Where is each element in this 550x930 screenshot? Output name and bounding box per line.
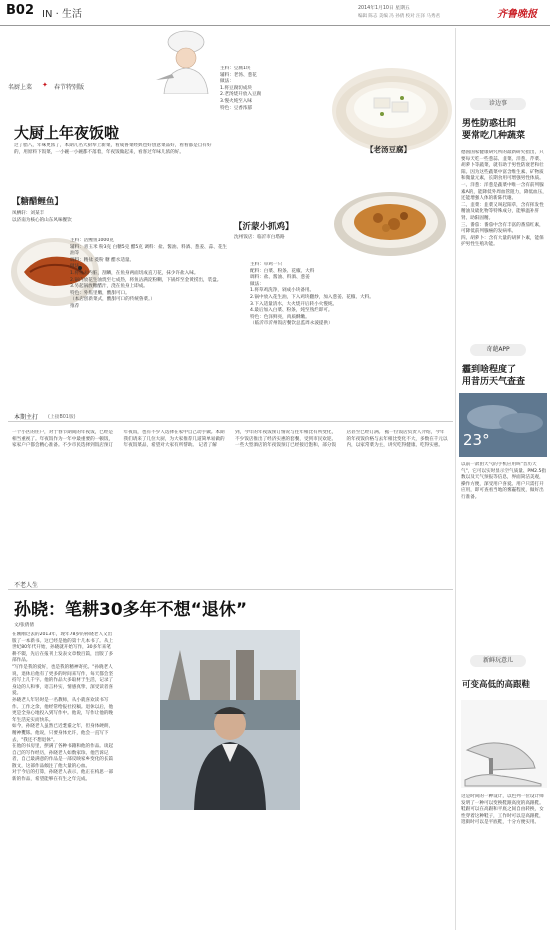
dish2-title: 【老汤豆腐】 <box>366 145 411 154</box>
dish1-chef: 凤栖轩：刘某丰 <box>12 211 45 216</box>
column-title: 本期主打 <box>14 414 39 421</box>
story-body: 在刚刚过去的2013年，现年78岁的孙晓老人又出版了一本新书。这已经是他的第十几本书了。从上世纪80年代开始，孙晓就开始写作，30多年来笔耕不辍，先后在报刊上发表文章数百篇，出版了多部作品。 "写作是我的爱好，也是我的精神寄托。"孙晓老人说，退休后他有了更多的时间来写作，每天都会坚持写上几千字。他的作品大多取材于生活，记录了身边的人和事，语言朴实，情感真挚，深受读者喜爱。 孙晓老人年轻时是一名教师，从小就喜欢读书写作。工作之余，他经常给报社投稿。退休以后，他更是全身心地投入到写作中。他说，写作让他的晚年生活充实而快乐。 如今，孙晓老人虽然已近耄耋之年，但身体硬朗，精神矍铄。他说，只要身体允许，他会一直写下去，"我还不想退休"。 在他的书房里，摆满了各种书籍和他的作品。谈起自己的写作经历，孙晓老人如数家珍。他告诉记者，自己最满意的作品是一部反映家乡变化的长篇散文，这部作品倾注了他大量的心血。 对于今后的打算，孙晓老人表示，他正在构思一部新的作品，希望能够在有生之年完成。 <box>12 632 114 783</box>
feature-headline: 大厨上年夜饭啦 <box>14 124 120 142</box>
sidebar-body-health: 德国国家健康研究所的最新研究指出，只要每天吃一些葱蒜、韭菜、洋葱、芹菜、胡萝卜等蔬菜，就有助于男性防衰老和壮阳。因为这些蔬菜中富含维生素、矿物质和微量元素，长期食用可增强男性体质。 一、洋葱：洋葱是蔬菜中唯一含有前列腺素A的，能降低外周血管阻力，降低血压，还能增强人体的新陈代谢。 二、韭菜：韭菜又叫起阳草，含有挥发性精油及硫化物等特殊成分，能够温补肝肾、助阳固精。 三、番茄：番茄中含有丰富的番茄红素，可降低前列腺癌的发病率。 四、胡萝卜：含有大量的胡萝卜素，能保护男性生殖功能。 <box>461 150 547 248</box>
column-body: 一个小区的住户，对于春节期间的年夜饭，已经是相当重视了。年夜饭作为一年中最重要的一顿饭，家家户户都会精心准备。不少市民选择到饭店预订年夜饭，也有不少人选择在家中自己动手做。本期我们请来了几位大厨，为大家推荐几道简单易做的年夜饭菜品，希望对大家有所帮助。 记者了解到，今年的年夜饭预订情况与往年相比有所变化，不少饭店推出了经济实惠的套餐，受到市民欢迎。一些大型酒店的年夜饭预订已经接近饱和，部分饭店甚至已经订满。 据一位饭店负责人介绍，今年的年夜饭价格与去年相比变化不大，多数在千元以内，以家常菜为主，讲究吃得健康、吃得实惠。 <box>12 430 448 449</box>
star-icon: ✦ <box>42 81 48 89</box>
dish2-box <box>220 66 330 172</box>
masthead-logo: 齐鲁晚报 <box>497 9 537 20</box>
dish3-photo <box>330 180 450 260</box>
heel-shoe-image <box>461 700 547 788</box>
dish1-sub: 以济南为核心的山东风味餐饮 <box>12 218 72 223</box>
feature-tag-bar <box>8 80 208 92</box>
sidebar-tag-app: 奇葩APP <box>470 344 526 356</box>
date-line: 2014年1月10日 星期五 <box>358 6 410 11</box>
dish3-sub: 沈州饭店：临沂市白塔路 <box>234 235 285 240</box>
column-title-bar <box>8 410 453 422</box>
page-header <box>0 0 550 26</box>
dish3-text: 主料：草鸡一只 配料：白菜、粉条、花椒、大料 调料：盐、酱油、料酒、葱姜 做法： 1.将草鸡洗净，剁成小块备用。 2.锅中放入花生油，下入鸡块翻炒，加入葱姜、花椒、大料。 3.下入适量清水，大火烧开后转小火慢炖。 4.最后加入白菜、粉条，炖至熟烂即可。 特色：色泽鲜亮，肉质酥嫩。 （临沂市沂州饭店餐饮总监周永波提供） <box>250 262 374 327</box>
sidebar-tag-health: 诊边事 <box>470 98 526 110</box>
section-name: IN · 生活 <box>42 9 82 20</box>
weather-app-image <box>459 393 547 457</box>
weather-temp: 23° <box>463 431 490 449</box>
feature-tag-left: 名厨上菜 <box>8 84 33 91</box>
story-byline: 文/张倩倩 <box>14 623 34 628</box>
story-kicker: 不老人生 <box>14 582 39 589</box>
dish1-title: 【糖醋鲤鱼】 <box>12 197 64 207</box>
sidebar-body-app: 以前一款由天气的手机应用叫"昔历天气"，它可以实时显示空气质量、PM2.5指数以及天气预报等信息，界面简洁美观，操作方便，深受用户喜爱。用户只需打开应用，即可查看当地的雾霾程度，做好出行准备。 <box>461 462 547 500</box>
sidebar-tag-gadget: 新鲜玩意儿 <box>470 655 526 667</box>
sidebar-headline-gadget: 可变高低的高跟鞋 <box>462 680 531 690</box>
sidebar-headline-app: 霾到啥程度了 用昔历天气查查 <box>462 365 526 387</box>
dish2-photo <box>332 68 452 152</box>
dish3-title: 【沂蒙小抓鸡】 <box>234 222 294 232</box>
feature-lead: 过了腊八，年味更浓了，本期几名大厨奉上新菜，看成鲁菜经典也好创意菜品好，看看都是自有好的，用原料下饭菜，一小碗一小碗都不落着，年夜饭做起来，看客过年味儿浓的好。 <box>14 143 212 155</box>
sidebar-body-gadget: 这是时尚的一种设计，以色列一位设计师发明了一种可以变换鞋跟高度的高跟鞋。鞋跟可以在高跟和平底之间自由转换，女性穿着这种鞋子，工作时可以是高跟鞋，逛街时可以是平底鞋，十分方便实用。 <box>461 794 544 826</box>
story-kicker-bar <box>8 578 453 590</box>
editor-line: 编辑 陈志 美编 冯 孙倩 校对 汪泽 马秀君 <box>358 14 441 19</box>
dish2-text: 主料：豆腐1块 辅料：老汤、葱花 做法： 1.将豆腐切成块 2.老汤烧开放入豆腐 3.慢火炖至入味 特色：豆香浓郁 <box>220 66 262 111</box>
feature-tag-right: 春节特别版 <box>54 84 85 91</box>
sidebar-headline-health: 男性防惑壮阳 要常吃几种蔬菜 <box>462 119 526 141</box>
story-headline: 孙晓：笔耕30多年不想“退休” <box>14 600 248 620</box>
column-note: (上接B01版) <box>48 415 76 420</box>
page-number: B02 <box>6 3 34 18</box>
dish1-text: 主料：活鲤鱼1000克 辅料：青玉米 粉3克 白糖5克 醋5克 调料：盐、酱油、料酒、葱姜、蒜、花生油等 调料：精盐 菱粉 糖 醋水适量。 做法： 1.将鱼去内脏，刮鳞，在鱼身两面切成直刀花，抹少许盐入味。 2.锅内放花生油烧至七成热，将鱼沾满淀粉糊，下锅炸至金黄捞出，装盘。 3.另起锅放糖醋汁，浇在鱼身上即成。 特色：外焦里嫩，酸甜可口。 （本店创新菜式，酸甜可口的传统鲁菜。） 推荐 <box>70 238 228 309</box>
